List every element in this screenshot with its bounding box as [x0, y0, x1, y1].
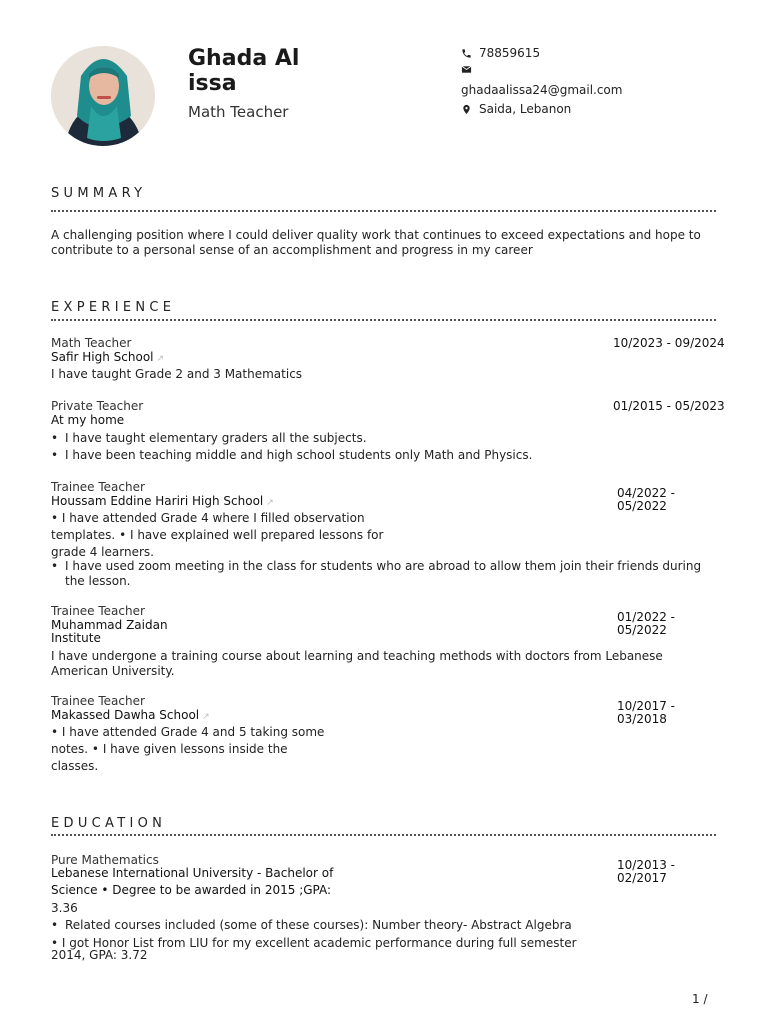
job-5-inline-2	[51, 742, 288, 757]
job-5-inline-2b-text: I have given lessons inside the	[102, 742, 288, 756]
education-field: Pure Mathematics	[51, 853, 159, 867]
page-number: 1 /	[692, 992, 708, 1006]
bullet-dot: •	[51, 936, 62, 950]
job-1-org[interactable]	[51, 350, 164, 365]
experience-heading: EXPERIENCE	[51, 300, 176, 315]
education-date-start: 10/2013 -	[617, 858, 675, 872]
job-5-inline-2a-text: notes.	[51, 742, 89, 756]
job-2-date: 01/2015 - 05/2023	[613, 399, 725, 413]
job-5-org[interactable]	[51, 708, 210, 723]
contact-email[interactable]	[461, 83, 622, 98]
education-school-line-1: Lebanese International University - Bachelor of	[51, 866, 334, 880]
job-3-date-start: 04/2022 -	[617, 486, 675, 500]
job-3-inline-2	[51, 528, 383, 543]
job-2-bullet-1-text: I have taught elementary graders all the subjects.	[65, 431, 367, 445]
job-4-date-start: 01/2022 -	[617, 610, 675, 624]
job-5-org-name[interactable]: Makassed Dawha School	[51, 708, 200, 722]
job-3-bullet: • I have used zoom meeting in the class for students who are abroad to allow them join their friends during the lesson.	[51, 559, 716, 589]
external-link-icon: ↗	[202, 712, 210, 722]
external-link-icon: ↗	[266, 498, 274, 508]
job-4-title: Trainee Teacher	[51, 604, 145, 618]
summary-divider	[51, 210, 716, 212]
profile-photo	[51, 46, 155, 146]
education-bullet-1: • Related courses included (some of these courses): Number theory- Abstract Algebra	[51, 918, 572, 932]
candidate-name	[188, 46, 368, 96]
bullet-dot: •	[51, 725, 62, 739]
job-3-org[interactable]	[51, 494, 274, 509]
education-bullet-1-text: Related courses included (some of these courses): Number theory- Abstract Algebra	[65, 918, 572, 932]
bullet-dot: •	[51, 511, 62, 525]
education-school-line-2b: Degree to be awarded in 2015 ;GPA:	[112, 883, 332, 897]
job-1-org-name[interactable]: Safir High School	[51, 350, 154, 364]
job-2-title: Private Teacher	[51, 399, 144, 413]
envelope-icon	[461, 64, 472, 75]
job-1-date: 10/2023 - 09/2024	[613, 336, 725, 350]
job-5-date-end: 03/2018	[617, 712, 667, 726]
education-school-line-2a: Science	[51, 883, 98, 897]
job-5-inline-1-text: I have attended Grade 4 and 5 taking some	[61, 725, 325, 739]
summary-text: A challenging position where I could deliver quality work that continues to exceed expectations and hope to contribute to a personal sense of an accomplishment and progress in my career	[51, 228, 701, 257]
phone-number: 78859615	[479, 46, 541, 60]
job-4-desc: I have undergone a training course about learning and teaching methods with doctors from Lebanese American University.	[51, 649, 663, 678]
job-4-date-end: 05/2022	[617, 623, 667, 637]
job-3-inline-3: grade 4 learners.	[51, 545, 154, 559]
job-5-inline-3: classes.	[51, 759, 99, 773]
contact-phone	[461, 46, 540, 61]
summary-heading: SUMMARY	[51, 186, 147, 201]
bullet-dot: •	[97, 883, 113, 897]
education-date-end: 02/2017	[617, 871, 667, 885]
job-3-inline-2a-text: templates.	[51, 528, 116, 542]
external-link-icon: ↗	[156, 354, 165, 364]
job-4-org-line-1: Muhammad Zaidan	[51, 618, 168, 632]
job-3-title: Trainee Teacher	[51, 480, 145, 494]
job-4-org-line-2: Institute	[51, 631, 101, 645]
job-2-bullet-2-text: I have been teaching middle and high school students only Math and Physics.	[65, 448, 533, 462]
job-1-desc: I have taught Grade 2 and 3 Mathematics	[51, 367, 303, 381]
bullet-dot: •	[115, 528, 130, 542]
experience-divider	[51, 319, 716, 321]
location-text: Saida, Lebanon	[479, 102, 572, 116]
job-3-inline-2b-text: I have explained well prepared lessons for	[129, 528, 384, 542]
job-2-bullet-1: • I have taught elementary graders all the subjects.	[51, 431, 367, 445]
job-5-date-start: 10/2017 -	[617, 699, 675, 713]
education-bullet-2-line-2: 2014, GPA: 3.72	[51, 948, 148, 962]
education-school-line-2	[51, 883, 331, 898]
education-heading: EDUCATION	[51, 816, 167, 831]
contact-location	[461, 102, 571, 117]
contact-email-icon-row	[461, 64, 479, 75]
job-1-title: Math Teacher	[51, 336, 132, 350]
phone-icon	[461, 48, 472, 59]
job-3-org-name[interactable]: Houssam Eddine Hariri High School	[51, 494, 264, 508]
job-3-date-end: 05/2022	[617, 499, 667, 513]
job-2-bullet-2: • I have been teaching middle and high school students only Math and Physics.	[51, 448, 533, 462]
job-5-title: Trainee Teacher	[51, 694, 145, 708]
name-line-2: issa	[188, 71, 237, 96]
email-link[interactable]: ghadaalissa24@gmail.com	[461, 83, 623, 97]
location-pin-icon	[461, 104, 472, 115]
job-3-inline-1-text: I have attended Grade 4 where I filled observation	[61, 511, 365, 525]
job-5-inline-1	[51, 725, 324, 740]
name-line-1: Ghada Al	[188, 46, 300, 71]
candidate-role: Math Teacher	[188, 103, 289, 121]
job-3-inline-1	[51, 511, 365, 526]
job-2-org: At my home	[51, 413, 125, 427]
job-3-bullet-text: I have used zoom meeting in the class for students who are abroad to allow them join their friends during the lesson.	[65, 559, 702, 588]
education-bullet-2-text: I got Honor List from LIU for my excellent academic performance during full semester	[61, 936, 577, 950]
bullet-dot: •	[88, 742, 103, 756]
education-divider	[51, 834, 716, 836]
education-school-line-3: 3.36	[51, 901, 78, 915]
